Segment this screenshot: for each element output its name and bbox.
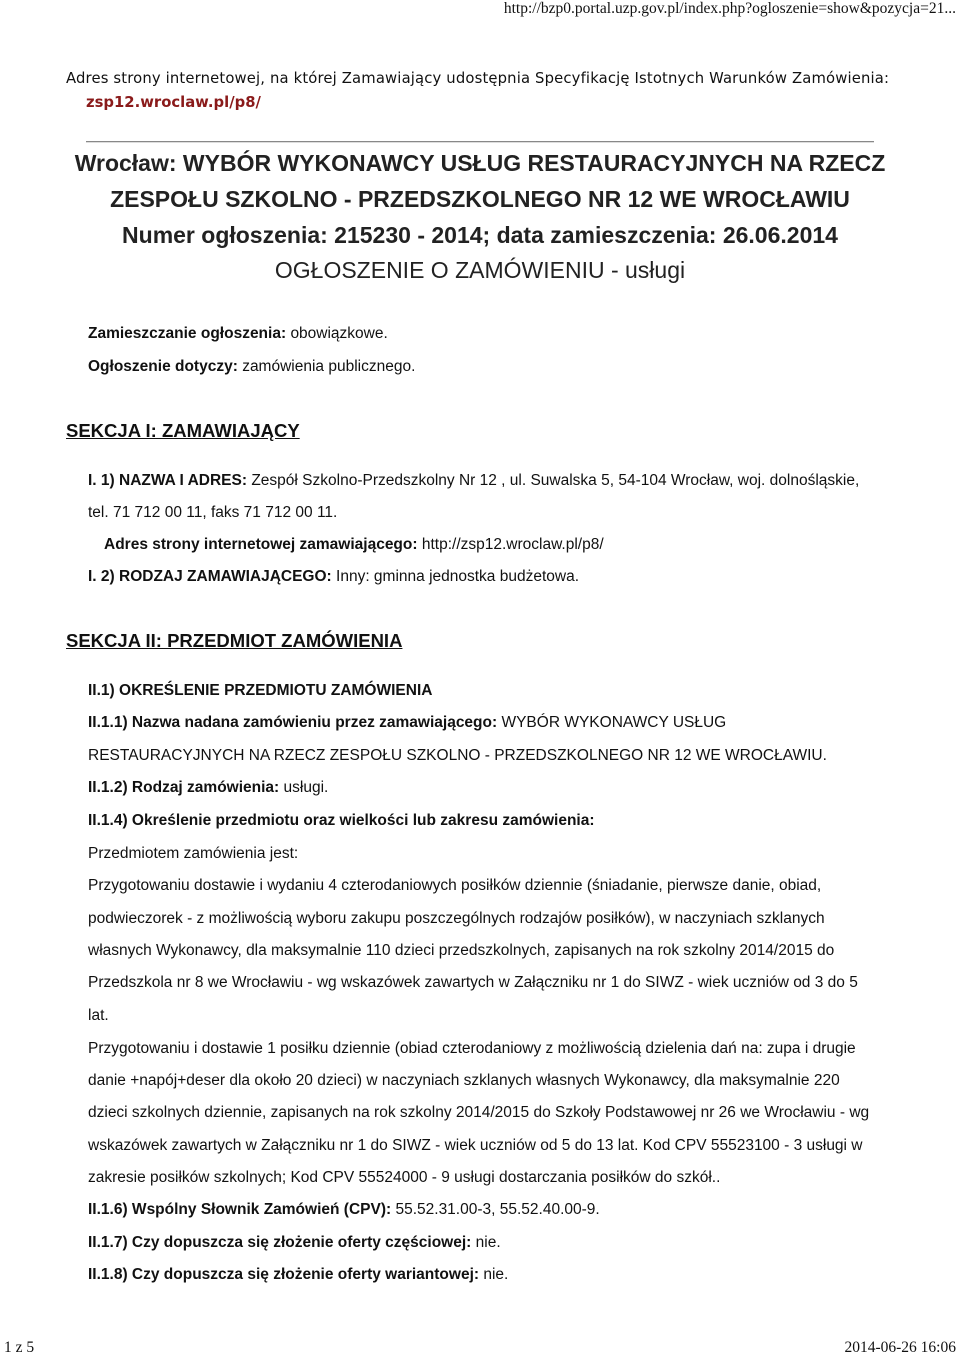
siwz-intro-text: Adres strony internetowej, na której Zamawiający udostępnia Specyfikację Istotnych Warunków Zamówienia: (66, 70, 890, 87)
cpv-row (88, 1201, 600, 1219)
section-1-heading: SEKCJA I: ZAMAWIAJĄCY (66, 420, 300, 441)
contract-name-row (88, 714, 726, 732)
contract-kind-value: usługi. (283, 779, 329, 796)
description-line: Przedszkola nr 8 we Wrocławiu - wg wskazówek zawartych w Załączniku nr 1 do SIWZ - wiek uczniów od 3 do 5 (88, 974, 858, 991)
contracting-web-value[interactable]: http://zsp12.wroclaw.pl/p8/ (421, 536, 604, 553)
variant-offer-value: nie. (483, 1266, 509, 1283)
contracting-phone: tel. 71 712 00 11, faks 71 712 00 11. (88, 504, 338, 521)
partial-offer-row (88, 1234, 501, 1252)
description-line: własnych Wykonawcy, dla maksymalnie 110 dzieci przedszkolnych, zapisanych na rok szkolny 2014/2015 do (88, 942, 835, 959)
section-2-heading: SEKCJA II: PRZEDMIOT ZAMÓWIENIA (66, 630, 403, 651)
concerns-label: Ogłoszenie dotyczy: (88, 358, 238, 375)
description-line: danie +napój+deser dla około 20 dzieci) w naczyniach szklanych własnych Wykonawcy, dla maksymalnie 220 (88, 1072, 840, 1089)
concerns-row (88, 358, 415, 376)
horizontal-rule (86, 141, 874, 143)
contracting-type-value: Inny: gminna jednostka budżetowa. (336, 568, 580, 585)
contract-description-heading (88, 812, 595, 830)
contracting-name-row (88, 472, 859, 490)
contract-kind-label: II.1.2) Rodzaj zamówienia: (88, 779, 280, 796)
contract-description-label: II.1.4) Określenie przedmiotu oraz wielkości lub zakresu zamówienia: (88, 812, 595, 829)
contract-name-value-1: WYBÓR WYKONAWCY USŁUG (501, 714, 727, 731)
contracting-web-row (104, 536, 604, 554)
description-line: dzieci szkolnych dziennie, zapisanych na rok szkolny 2014/2015 do Szkoły Podstawowej nr 26 we Wrocławiu - wg (88, 1104, 870, 1121)
description-line: podwieczorek - z możliwością wyboru zakupu poszczególnych rodzajów posiłków), w naczyniach szklanych (88, 910, 825, 927)
contracting-web-label: Adres strony internetowej zamawiającego: (104, 536, 418, 553)
page-counter: 1 z 5 (4, 1339, 35, 1356)
browser-url: http://bzp0.portal.uzp.gov.pl/index.php?ogloszenie=show&pozycja=21... (503, 0, 956, 17)
contracting-name-value: Zespół Szkolno-Przedszkolny Nr 12 , ul. Suwalska 5, 54-104 Wrocław, woj. dolnośląskie, (251, 472, 860, 489)
cpv-label: II.1.6) Wspólny Słownik Zamówień (CPV): (88, 1201, 392, 1218)
placement-label: Zamieszczanie ogłoszenia: (88, 325, 287, 342)
partial-offer-value: nie. (475, 1234, 501, 1251)
contract-kind-row (88, 779, 328, 797)
contract-name-value-2: RESTAURACYJNYCH NA RZECZ ZESPOŁU SZKOLNO - PRZEDSZKOLNEGO NR 12 WE WROCŁAWIU. (88, 747, 827, 764)
variant-offer-row (88, 1266, 508, 1284)
page-title-line-2: ZESPOŁU SZKOLNO - PRZEDSZKOLNEGO NR 12 WE WROCŁAWIU (110, 186, 850, 212)
placement-row (88, 325, 388, 343)
partial-offer-label: II.1.7) Czy dopuszcza się złożenie oferty częściowej: (88, 1234, 472, 1251)
description-line: Przedmiotem zamówienia jest: (88, 845, 299, 862)
subsection-2-1-heading (88, 682, 432, 700)
variant-offer-label: II.1.8) Czy dopuszcza się złożenie oferty wariantowej: (88, 1266, 480, 1283)
print-datetime: 2014-06-26 16:06 (844, 1339, 956, 1356)
description-line: zakresie posiłków szkolnych; Kod CPV 55524000 - 9 usługi dostarczania posiłków do szkół.. (88, 1169, 721, 1186)
announcement-number: Numer ogłoszenia: 215230 - 2014; data zamieszczenia: 26.06.2014 (122, 222, 838, 248)
announcement-type: OGŁOSZENIE O ZAMÓWIENIU - usługi (274, 257, 686, 283)
siwz-link[interactable]: zsp12.wroclaw.pl/p8/ (86, 94, 261, 111)
description-line: lat. (88, 1007, 109, 1024)
description-line: Przygotowaniu i dostawie 1 posiłku dziennie (obiad czterodaniowy z możliwością dzielenia dań na: zupa i drugie (88, 1040, 856, 1057)
cpv-value: 55.52.31.00-3, 55.52.40.00-9. (395, 1201, 600, 1218)
placement-value: obowiązkowe. (290, 325, 388, 342)
subsection-2-1-label: II.1) OKREŚLENIE PRZEDMIOTU ZAMÓWIENIA (88, 682, 433, 699)
contracting-name-label: I. 1) NAZWA I ADRES: (88, 472, 248, 489)
page-title-line-1: Wrocław: WYBÓR WYKONAWCY USŁUG RESTAURACYJNYCH NA RZECZ (74, 150, 886, 176)
description-line: wskazówek zawartych w Załączniku nr 1 do SIWZ - wiek uczniów od 5 do 13 lat. Kod CPV 55523100 - 3 usługi w (88, 1137, 863, 1154)
contracting-type-row (88, 568, 579, 586)
description-line: Przygotowaniu dostawie i wydaniu 4 czterodaniowych posiłków dziennie (śniadanie, pierwsze danie, obiad, (88, 877, 822, 894)
concerns-value: zamówienia publicznego. (242, 358, 416, 375)
contracting-type-label: I. 2) RODZAJ ZAMAWIAJĄCEGO: (88, 568, 332, 585)
contract-name-label: II.1.1) Nazwa nadana zamówieniu przez zamawiającego: (88, 714, 498, 731)
